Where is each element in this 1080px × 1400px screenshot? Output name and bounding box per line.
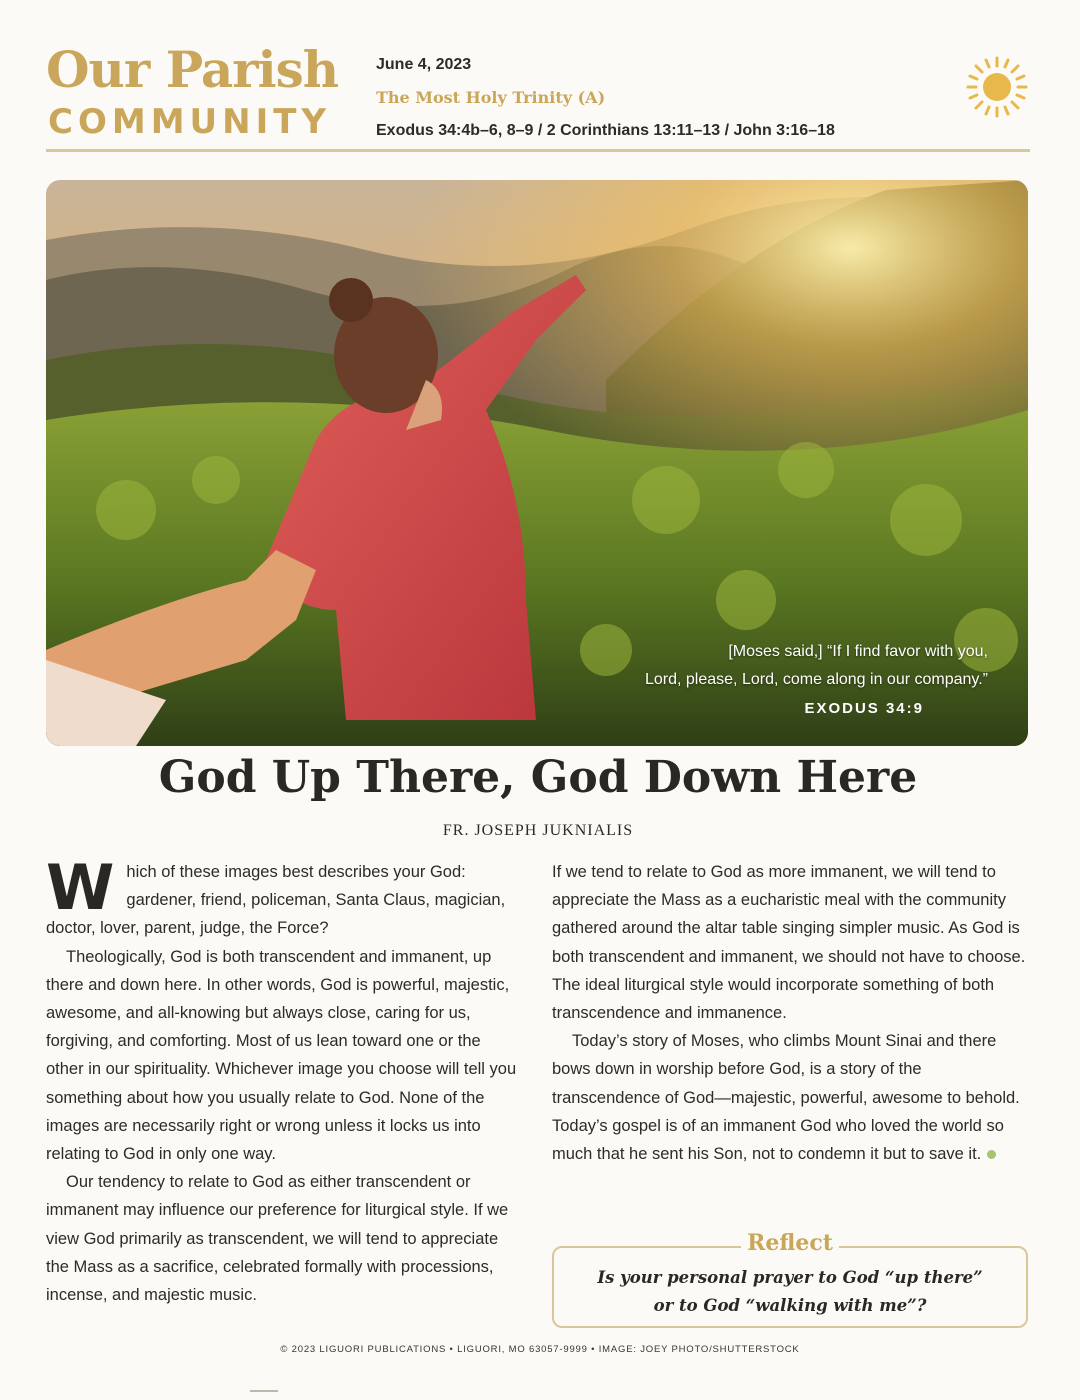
paragraph-4: If we tend to relate to God as more immanent, we will tend to appreciate the Mass as a eucharistic meal with the community gathered around the altar table singing simpler music. As God is both transcendent and immanent, we should not have to choose. The ideal liturgical style would incorporate something of both transcendence and immanence. bbox=[552, 863, 1026, 1023]
reflect-question-line-2: or to God “walking with me”? bbox=[653, 1296, 927, 1315]
masthead-divider bbox=[46, 149, 1030, 152]
logo-community: COMMUNITY bbox=[48, 102, 332, 142]
paragraph-5-text: Today’s story of Moses, who climbs Mount Sinai and there bows down in worship before God, is a story of the transcendence of God—majestic, powerful, awesome to behold. Today’s gospel is of an immanent God who loved the world so much that he sent his Son, not to condemn it but to save it. bbox=[552, 1032, 1020, 1164]
footer-credit: © 2023 LIGUORI PUBLICATIONS • LIGUORI, MO 63057-9999 • IMAGE: JOEY PHOTO/SHUTTERSTOCK bbox=[280, 1344, 800, 1355]
paragraph-3: Our tendency to relate to God as either transcendent or immanent may influence our preference for liturgical style. If we view God primarily as transcendent, we will tend to appreciate the Mass as a sacrifice, celebrated formally with processions, incense, and majestic music. bbox=[46, 1173, 509, 1305]
paragraph-1 bbox=[46, 851, 520, 943]
page-mark bbox=[250, 1390, 278, 1392]
paragraph-1-text: hich of these images best describes your God: gardener, friend, policeman, Santa Claus, magician, doctor, lover, parent, judge, the Force? bbox=[46, 863, 506, 938]
reflect-question bbox=[554, 1264, 1026, 1320]
paragraph-5 bbox=[552, 1027, 1030, 1168]
drop-cap: W bbox=[46, 851, 115, 924]
issue-feast: The Most Holy Trinity (A) bbox=[376, 88, 606, 107]
masthead bbox=[46, 40, 1030, 152]
reflect-title: Reflect bbox=[554, 1230, 1026, 1256]
caption-quote-line-1: [Moses said,] “If I find favor with you, bbox=[728, 643, 988, 660]
caption-source: EXODUS 34:9 bbox=[804, 700, 924, 717]
end-mark-icon bbox=[987, 1150, 996, 1159]
logo-our-parish: Our Parish bbox=[46, 40, 339, 99]
article-column-right bbox=[552, 858, 1030, 1168]
hero-caption bbox=[568, 638, 988, 717]
caption-quote-line-2: Lord, please, Lord, come along in our company.” bbox=[644, 671, 988, 688]
paragraph-2: Theologically, God is both transcendent and immanent, up there and down here. In other words, God is powerful, majestic, awesome, and all-knowing but always close, caring for us, forgiving, and comforting. Most of us lean toward one or the other in our spirituality. Whichever image you choose will tell you something about how you usually relate to God. None of the images are necessarily right or wrong unless it locks us into relating to God in only one way. bbox=[46, 947, 517, 1164]
hero-image bbox=[46, 180, 1028, 746]
article-byline: FR. JOSEPH JUKNIALIS bbox=[442, 822, 634, 839]
issue-readings: Exodus 34:4b–6, 8–9 / 2 Corinthians 13:11–13 / John 3:16–18 bbox=[376, 122, 835, 139]
reflect-box bbox=[552, 1230, 1028, 1328]
sun-icon bbox=[964, 54, 1030, 120]
reflect-question-line-1: Is your personal prayer to God “up there” bbox=[597, 1268, 983, 1287]
article-column-left bbox=[46, 851, 520, 1309]
issue-date: June 4, 2023 bbox=[376, 56, 472, 73]
article-title: God Up There, God Down Here bbox=[158, 752, 918, 803]
